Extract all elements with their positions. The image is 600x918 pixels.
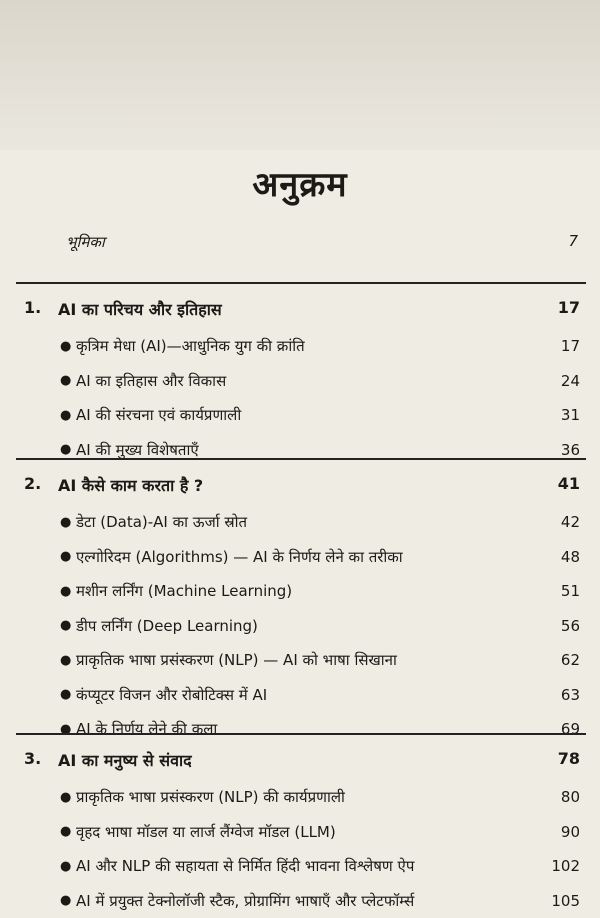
toc-item (60, 712, 580, 747)
item-page: 24 (540, 372, 580, 390)
preface-entry (66, 232, 578, 252)
item-title: प्राकृतिक भाषा प्रसंस्करण (NLP) — AI को भाषा सिखाना (76, 650, 540, 670)
bullet-icon: ● (60, 584, 76, 599)
bullet-icon: ● (60, 339, 76, 354)
item-page: 31 (540, 406, 580, 424)
item-page: 42 (540, 513, 580, 531)
chapter-items (60, 505, 580, 747)
chapter-page: 78 (540, 749, 580, 771)
toc-item (60, 329, 580, 364)
preface-page: 7 (568, 232, 578, 252)
bullet-icon: ● (60, 549, 76, 564)
toc-item (60, 364, 580, 399)
chapter-title: AI का परिचय और इतिहास (58, 298, 540, 320)
chapter-divider (16, 282, 586, 284)
item-page: 36 (540, 441, 580, 459)
toc-item (60, 815, 580, 850)
item-title: कृत्रिम मेधा (AI)—आधुनिक युग की क्रांति (76, 336, 540, 356)
toc-item (60, 398, 580, 433)
item-title: AI में प्रयुक्त टेक्नोलॉजी स्टैक, प्रोग्रामिंग भाषाएँ और प्लेटफॉर्म्स (76, 891, 540, 911)
toc-item (60, 780, 580, 815)
item-page: 105 (540, 892, 580, 910)
item-page: 80 (540, 788, 580, 806)
bullet-icon: ● (60, 824, 76, 839)
bullet-icon: ● (60, 442, 76, 457)
item-page: 48 (540, 548, 580, 566)
chapter-divider (16, 733, 586, 735)
item-title: डीप लर्निंग (Deep Learning) (76, 616, 540, 636)
item-title: मशीन लर्निंग (Machine Learning) (76, 581, 540, 601)
item-page: 51 (540, 582, 580, 600)
chapter-number: 1. (24, 298, 58, 320)
bullet-icon: ● (60, 515, 76, 530)
chapter-heading (24, 474, 580, 496)
chapter-items (60, 329, 580, 467)
bullet-icon: ● (60, 373, 76, 388)
item-title: AI और NLP की सहायता से निर्मित हिंदी भावना विश्लेषण ऐप (76, 856, 540, 876)
toc-item (60, 574, 580, 609)
preface-label: भूमिका (66, 232, 105, 252)
chapter-heading (24, 298, 580, 320)
bullet-icon: ● (60, 653, 76, 668)
bullet-icon: ● (60, 859, 76, 874)
item-title: AI के निर्णय लेने की कला (76, 719, 540, 739)
toc-item (60, 540, 580, 575)
toc-item (60, 849, 580, 884)
item-title: AI की मुख्य विशेषताएँ (76, 440, 540, 460)
bullet-icon: ● (60, 687, 76, 702)
item-title: एल्गोरिदम (Algorithms) — AI के निर्णय लेने का तरीका (76, 547, 540, 567)
bullet-icon: ● (60, 722, 76, 737)
bullet-icon: ● (60, 893, 76, 908)
chapter-divider (16, 458, 586, 460)
item-page: 102 (540, 857, 580, 875)
chapter-title: AI का मनुष्य से संवाद (58, 749, 540, 771)
bullet-icon: ● (60, 618, 76, 633)
chapter-page: 41 (540, 474, 580, 496)
item-title: डेटा (Data)-AI का ऊर्जा स्रोत (76, 512, 540, 532)
item-page: 69 (540, 720, 580, 738)
bullet-icon: ● (60, 408, 76, 423)
chapter-page: 17 (540, 298, 580, 320)
item-page: 17 (540, 337, 580, 355)
item-title: कंप्यूटर विजन और रोबोटिक्स में AI (76, 685, 540, 705)
toc-item (60, 678, 580, 713)
item-title: प्राकृतिक भाषा प्रसंस्करण (NLP) की कार्यप्रणाली (76, 787, 540, 807)
chapter-items (60, 780, 580, 918)
toc-item (60, 609, 580, 644)
toc-item (60, 643, 580, 678)
toc-item (60, 884, 580, 918)
toc-item (60, 433, 580, 468)
item-page: 63 (540, 686, 580, 704)
bullet-icon: ● (60, 790, 76, 805)
page-title: अनुक्रम (0, 160, 600, 206)
item-page: 62 (540, 651, 580, 669)
chapter-title: AI कैसे काम करता है ? (58, 474, 540, 496)
chapter-heading (24, 749, 580, 771)
item-page: 56 (540, 617, 580, 635)
item-title: वृहद भाषा मॉडल या लार्ज लैंग्वेज मॉडल (LLM) (76, 822, 540, 842)
chapter-number: 2. (24, 474, 58, 496)
item-title: AI का इतिहास और विकास (76, 371, 540, 391)
toc-item (60, 505, 580, 540)
item-title: AI की संरचना एवं कार्यप्रणाली (76, 405, 540, 425)
item-page: 90 (540, 823, 580, 841)
chapter-number: 3. (24, 749, 58, 771)
